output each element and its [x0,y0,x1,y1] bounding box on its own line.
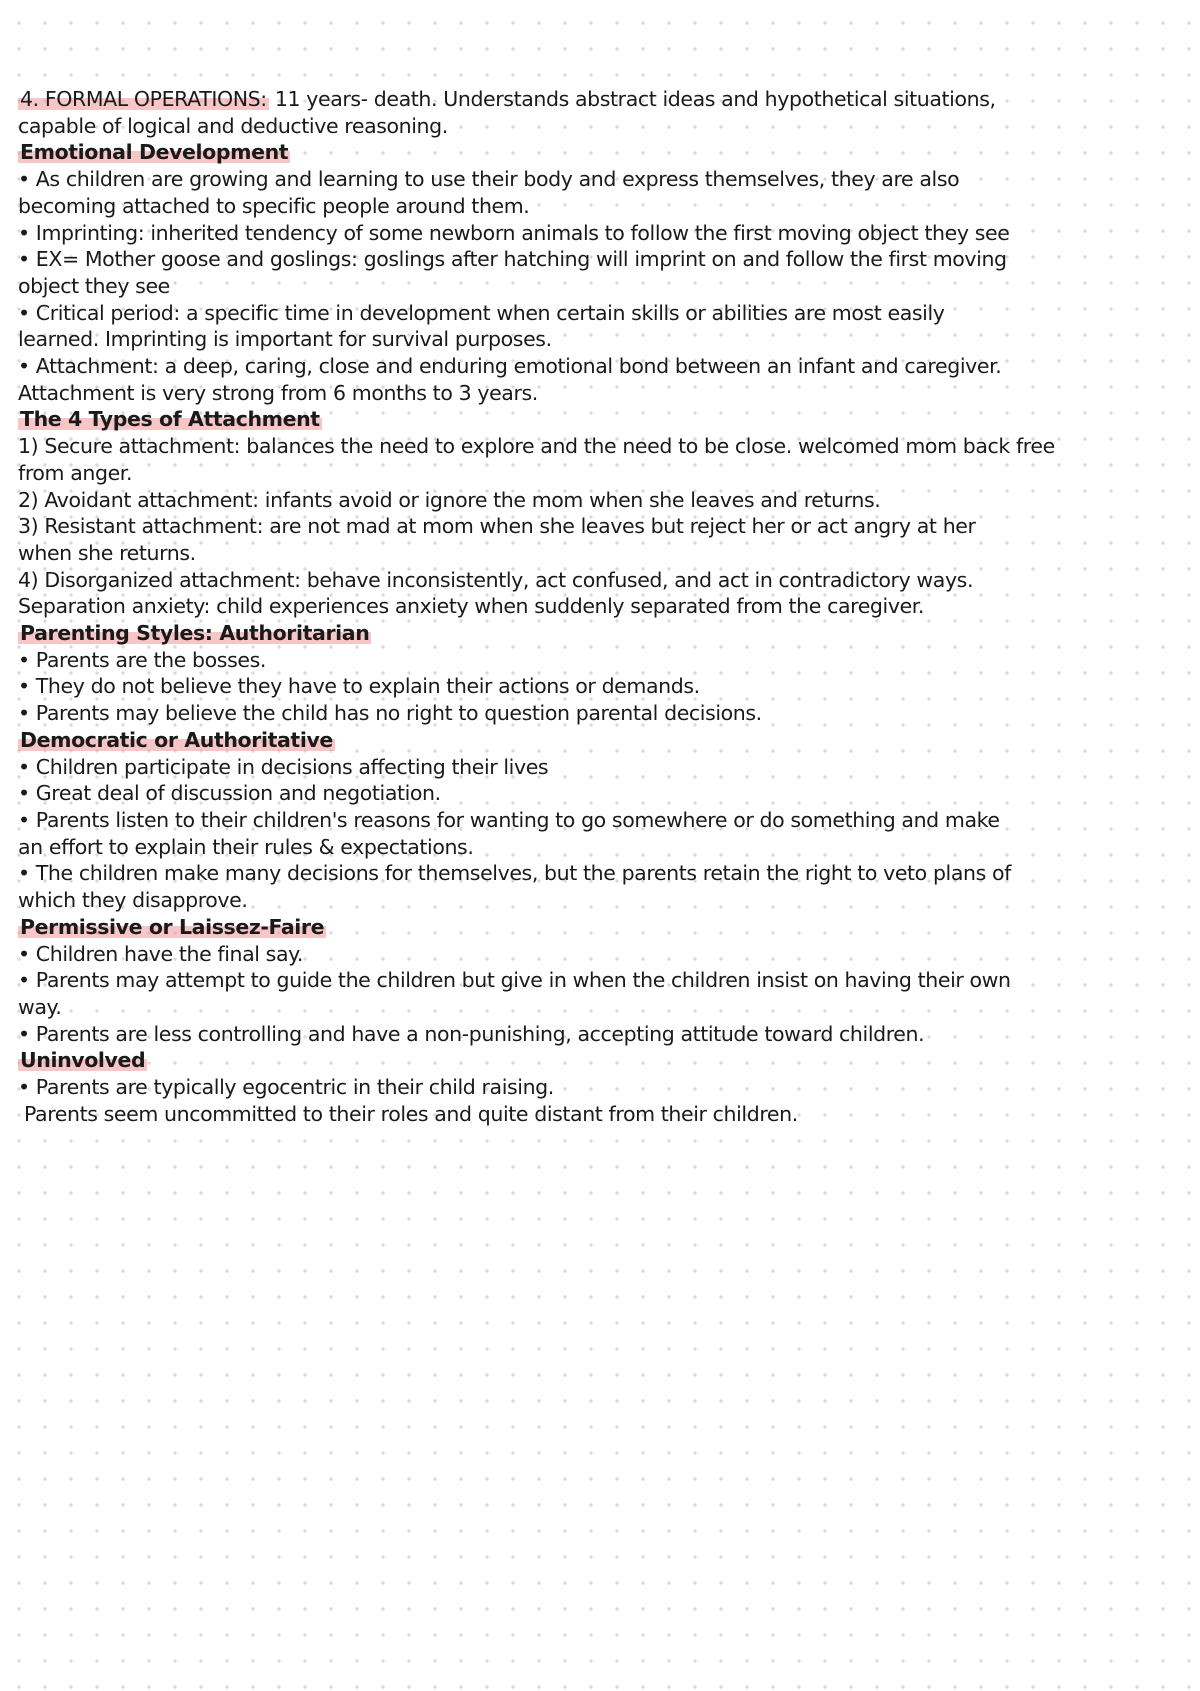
note-line: capable of logical and deductive reasoning. [18,113,448,138]
note-line: Separation anxiety: child experiences anxiety when suddenly separated from the caregiver. [18,594,925,619]
note-line: • Parents are less controlling and have a non-punishing, accepting attitude toward children. [18,1021,925,1046]
note-line: • Attachment: a deep, caring, close and enduring emotional bond between an infant and caregiver. [18,354,1002,379]
note-line: • Parents are typically egocentric in their child raising. [18,1075,554,1100]
section-heading-permissive: Permissive or Laissez-Faire [20,914,325,939]
note-line: • The children make many decisions for themselves, but the parents retain the right to veto plans of [18,861,1011,886]
note-line: • They do not believe they have to explain their actions or demands. [18,674,700,699]
note-line: • Parents listen to their children's reasons for wanting to go somewhere or do something and make [18,807,1000,832]
formal-operations-label: 4. FORMAL OPERATIONS: [20,87,267,111]
note-line: way. [18,994,62,1019]
note-line: object they see [18,273,170,298]
note-line: 3) Resistant attachment: are not mad at mom when she leaves but reject her or act angry at her [18,514,976,539]
section-heading-uninvolved: Uninvolved [20,1048,146,1073]
notes-page [18,86,1178,1127]
note-line: • As children are growing and learning to use their body and express themselves, they are also [18,167,960,192]
note-line: 1) Secure attachment: balances the need to explore and the need to be close. welcomed mom back free [18,434,1055,459]
note-line: an effort to explain their rules & expectations. [18,834,474,859]
note-line: Attachment is very strong from 6 months to 3 years. [18,380,538,405]
section-heading-democratic: Democratic or Authoritative [20,727,333,752]
note-line: from anger. [18,460,133,485]
note-line: • Critical period: a specific time in development when certain skills or abilities are most easily [18,300,945,325]
note-line: • Parents may believe the child has no right to question parental decisions. [18,701,762,726]
note-line: 4) Disorganized attachment: behave inconsistently, act confused, and act in contradictory ways. [18,567,974,592]
note-line: • Parents are the bosses. [18,647,266,672]
note-line: becoming attached to specific people around them. [18,193,530,218]
note-line: • Children have the final say. [18,941,304,966]
note-line: • Imprinting: inherited tendency of some newborn animals to follow the first moving object they see [18,220,1010,245]
note-line: • Children participate in decisions affecting their lives [18,754,549,779]
note-line: 2) Avoidant attachment: infants avoid or ignore the mom when she leaves and returns. [18,487,881,512]
section-heading-emotional: Emotional Development [20,140,289,165]
formal-operations-text: 11 years- death. Understands abstract ideas and hypothetical situations, [268,87,996,111]
note-line: • Parents may attempt to guide the children but give in when the children insist on having their own [18,968,1011,993]
note-line: Parents seem uncommitted to their roles and quite distant from their children. [24,1101,798,1126]
note-line [18,86,1178,113]
note-line: • Great deal of discussion and negotiation. [18,781,441,806]
section-heading-attachment-types: The 4 Types of Attachment [20,407,320,432]
note-line: when she returns. [18,540,196,565]
note-line: • EX= Mother goose and goslings: goslings after hatching will imprint on and follow the first moving [18,247,1007,272]
note-line: learned. Imprinting is important for survival purposes. [18,327,552,352]
note-line: which they disapprove. [18,888,248,913]
section-heading-parenting-styles: Parenting Styles: Authoritarian [20,621,370,646]
